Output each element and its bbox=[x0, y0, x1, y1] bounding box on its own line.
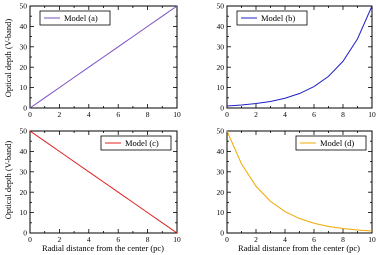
y-tick-label-b: 0 bbox=[220, 103, 224, 113]
y-tick-label-c: 50 bbox=[19, 126, 27, 136]
panel-a bbox=[20, 2, 182, 119]
x-axis-label-right: Radial distance from the center (pc) bbox=[237, 243, 361, 253]
y-tick-label-a: 30 bbox=[19, 42, 27, 52]
y-tick-label-c: 40 bbox=[19, 147, 27, 156]
x-tick-label-a: 6 bbox=[116, 110, 121, 119]
y-tick-label-d: 50 bbox=[216, 126, 224, 136]
y-tick-label-d: 10 bbox=[216, 208, 224, 218]
y-tick-label-b: 10 bbox=[216, 83, 224, 93]
x-tick-label-a: 4 bbox=[86, 110, 91, 119]
y-tick-label-a: 0 bbox=[23, 103, 27, 113]
legend-label-a: Model (a) bbox=[64, 13, 98, 23]
y-tick-label-c: 20 bbox=[19, 187, 27, 197]
x-axis-label-left: Radial distance from the center (pc) bbox=[41, 243, 165, 253]
panel-d bbox=[217, 127, 376, 244]
x-tick-label-b: 10 bbox=[368, 110, 376, 119]
y-tick-label-c: 10 bbox=[19, 208, 27, 218]
x-tick-label-d: 2 bbox=[254, 235, 258, 244]
x-tick-label-d: 4 bbox=[283, 235, 287, 244]
chart-panels bbox=[20, 2, 376, 244]
y-tick-label-b: 50 bbox=[216, 1, 224, 11]
x-tick-label-b: 0 bbox=[225, 110, 229, 119]
y-tick-label-a: 20 bbox=[19, 62, 27, 72]
legend-label-c: Model (c) bbox=[125, 138, 159, 148]
x-tick-label-d: 8 bbox=[341, 235, 345, 244]
y-tick-label-c: 30 bbox=[19, 167, 27, 177]
panel-c bbox=[20, 127, 182, 244]
x-tick-label-d: 0 bbox=[225, 235, 229, 244]
panel-b bbox=[217, 2, 376, 119]
x-tick-label-c: 8 bbox=[145, 235, 150, 244]
x-tick-label-d: 6 bbox=[312, 235, 316, 244]
x-tick-label-a: 2 bbox=[57, 110, 62, 119]
legend-label-b: Model (b) bbox=[261, 13, 296, 23]
x-tick-label-a: 8 bbox=[145, 110, 150, 119]
x-tick-label-b: 2 bbox=[254, 110, 258, 119]
y-tick-label-d: 0 bbox=[220, 228, 224, 238]
y-axis-label-top: Optical depth (V-band) bbox=[3, 18, 13, 98]
y-tick-label-b: 20 bbox=[216, 62, 224, 72]
x-tick-label-c: 2 bbox=[57, 235, 62, 244]
y-tick-label-a: 40 bbox=[19, 22, 27, 31]
x-tick-label-a: 0 bbox=[28, 110, 32, 119]
x-tick-label-b: 8 bbox=[341, 110, 345, 119]
x-tick-label-c: 4 bbox=[86, 235, 91, 244]
x-tick-label-b: 6 bbox=[312, 110, 316, 119]
x-tick-label-c: 0 bbox=[28, 235, 32, 244]
y-tick-label-b: 40 bbox=[216, 22, 224, 31]
y-tick-label-d: 40 bbox=[216, 147, 224, 156]
y-tick-label-c: 0 bbox=[23, 228, 27, 238]
y-tick-label-a: 50 bbox=[19, 1, 27, 11]
x-tick-label-a: 10 bbox=[173, 110, 181, 119]
y-tick-label-b: 30 bbox=[216, 42, 224, 52]
x-tick-label-c: 10 bbox=[173, 235, 181, 244]
y-tick-label-d: 30 bbox=[216, 167, 224, 177]
x-tick-label-c: 6 bbox=[116, 235, 121, 244]
x-tick-label-b: 4 bbox=[283, 110, 287, 119]
y-axis-label-bottom: Optical depth (V-band) bbox=[3, 140, 13, 220]
y-tick-label-a: 10 bbox=[19, 83, 27, 93]
x-tick-label-d: 10 bbox=[368, 235, 376, 244]
legend-label-d: Model (d) bbox=[320, 138, 355, 148]
y-tick-label-d: 20 bbox=[216, 187, 224, 197]
